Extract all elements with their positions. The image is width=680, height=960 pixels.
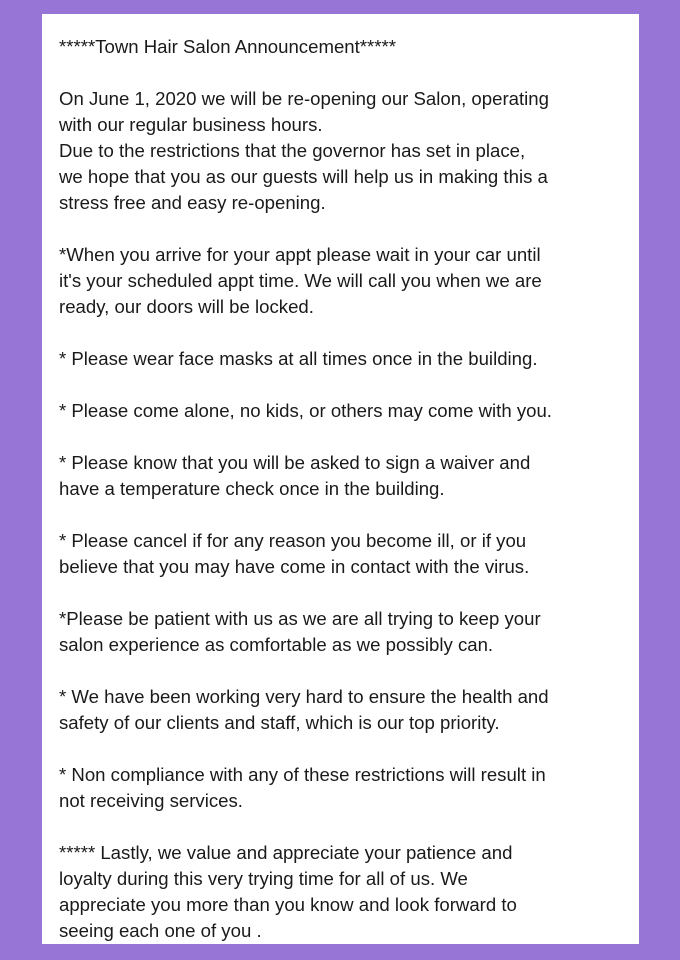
- rule-non-compliance: * Non compliance with any of these restrictions will result in not receiving services.: [59, 764, 546, 811]
- rule-come-alone: * Please come alone, no kids, or others may come with you.: [59, 400, 552, 421]
- announcement-title: *****Town Hair Salon Announcement*****: [59, 36, 396, 57]
- rule-arrival: *When you arrive for your appt please wait in your car until it's your scheduled appt time. We will call you when we are ready, our doors will be locked.: [59, 244, 542, 317]
- closing-paragraph: ***** Lastly, we value and appreciate your patience and loyalty during this very trying time for all of us. We appreciate you more than you know and look forward to seeing each one of you .: [59, 842, 517, 941]
- rule-waiver-temperature: * Please know that you will be asked to sign a waiver and have a temperature check once in the building.: [59, 452, 531, 499]
- rule-be-patient: *Please be patient with us as we are all trying to keep your salon experience as comfortable as we possibly can.: [59, 608, 541, 655]
- intro-paragraph: On June 1, 2020 we will be re-opening our Salon, operating with our regular business hours. Due to the restrictions that the governor has set in place, we hope that you as our guests will help us in making this a stress free and easy re-opening.: [59, 88, 549, 213]
- announcement-card: [42, 14, 639, 944]
- rule-face-masks: * Please wear face masks at all times once in the building.: [59, 348, 538, 369]
- rule-health-safety: * We have been working very hard to ensure the health and safety of our clients and staff, which is our top priority.: [59, 686, 549, 733]
- rule-cancel-if-ill: * Please cancel if for any reason you become ill, or if you believe that you may have come in contact with the virus.: [59, 530, 530, 577]
